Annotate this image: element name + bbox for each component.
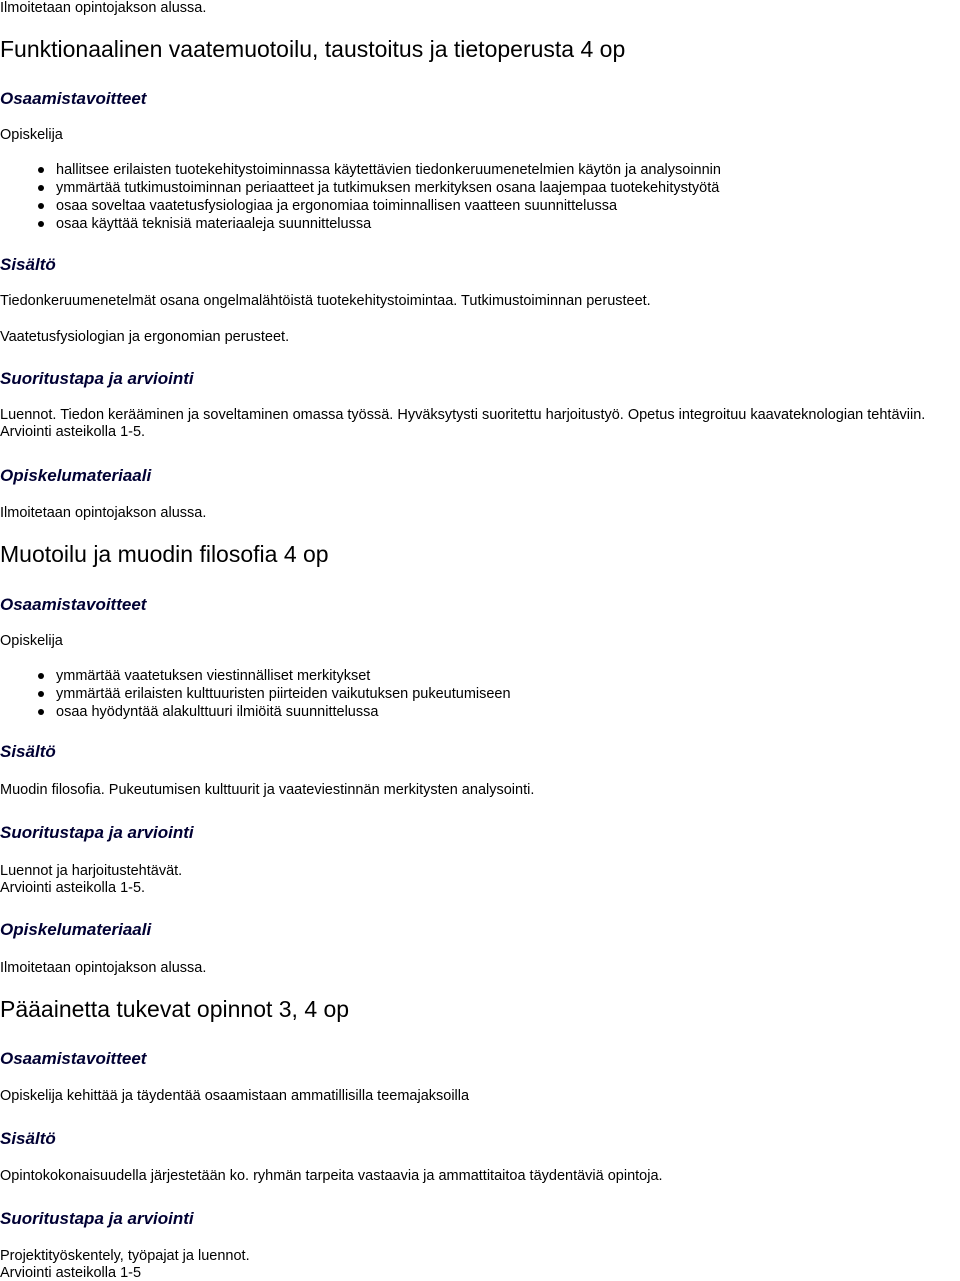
assessment-line: Arviointi asteikolla 1-5. [0,880,146,896]
course-title: Funktionaalinen vaatemuotoilu, taustoitus ja tietoperusta 4 op [0,36,626,62]
list-item: ymmärtää tutkimustoiminnan periaatteet ja tutkimuksen merkityksen osana laajempaa tuotekehitystyötä [0,179,721,197]
assessment-line: Luennot ja harjoitustehtävät. [0,863,183,879]
section-heading-goals: Osaamistavoitteet [0,595,147,614]
assessment-line: Luennot. Tiedon kerääminen ja soveltaminen omassa työssä. Hyväksytysti suoritettu harjoitustyö. Opetus integroituu kaavateknologian tehtäviin. [0,407,926,423]
list-item: hallitsee erilaisten tuotekehitystoiminnassa käytettävien tiedonkeruumenetelmien käytön ja analysoinnin [0,161,721,179]
section-heading-assessment: Suoritustapa ja arviointi [0,1209,194,1228]
assessment-line: Arviointi asteikolla 1-5 [0,1265,142,1281]
list-item: ymmärtää erilaisten kulttuuristen piirteiden vaikutuksen pukeutumiseen [0,685,511,703]
course-title: Muotoilu ja muodin filosofia 4 op [0,541,329,567]
goals-list [0,161,721,233]
list-item: osaa hyödyntää alakulttuuri ilmiöitä suunnittelussa [0,703,511,721]
goals-lead: Opiskelija [0,127,63,143]
list-item: ymmärtää vaatetuksen viestinnälliset merkitykset [0,667,511,685]
content-line: Vaatetusfysiologian ja ergonomian perusteet. [0,329,290,345]
section-heading-content: Sisältö [0,742,56,761]
section-heading-content: Sisältö [0,1129,56,1148]
material-text: Ilmoitetaan opintojakson alussa. [0,960,207,976]
assessment-line: Projektityöskentely, työpajat ja luennot. [0,1248,250,1264]
assessment-line: Arviointi asteikolla 1-5. [0,424,146,440]
section-heading-goals: Osaamistavoitteet [0,1049,147,1068]
course-title: Pääainetta tukevat opinnot 3, 4 op [0,996,350,1022]
material-text: Ilmoitetaan opintojakson alussa. [0,505,207,521]
intro-note: Ilmoitetaan opintojakson alussa. [0,0,207,16]
section-heading-content: Sisältö [0,255,56,274]
section-heading-material: Opiskelumateriaali [0,466,152,485]
content-line: Muodin filosofia. Pukeutumisen kulttuurit ja vaateviestinnän merkitysten analysointi. [0,782,535,798]
section-heading-assessment: Suoritustapa ja arviointi [0,369,194,388]
list-item: osaa soveltaa vaatetusfysiologiaa ja ergonomiaa toiminnallisen vaatteen suunnittelussa [0,197,721,215]
goals-text: Opiskelija kehittää ja täydentää osaamistaan ammatillisilla teemajaksoilla [0,1088,470,1104]
list-item: osaa käyttää teknisiä materiaaleja suunnittelussa [0,215,721,233]
content-line: Opintokokonaisuudella järjestetään ko. ryhmän tarpeita vastaavia ja ammattitaitoa täydentäviä opintoja. [0,1168,663,1184]
section-heading-assessment: Suoritustapa ja arviointi [0,823,194,842]
section-heading-material: Opiskelumateriaali [0,920,152,939]
goals-lead: Opiskelija [0,633,63,649]
content-line: Tiedonkeruumenetelmät osana ongelmalähtöistä tuotekehitystoimintaa. Tutkimustoiminnan perusteet. [0,293,651,309]
goals-list [0,667,511,721]
section-heading-goals: Osaamistavoitteet [0,89,147,108]
